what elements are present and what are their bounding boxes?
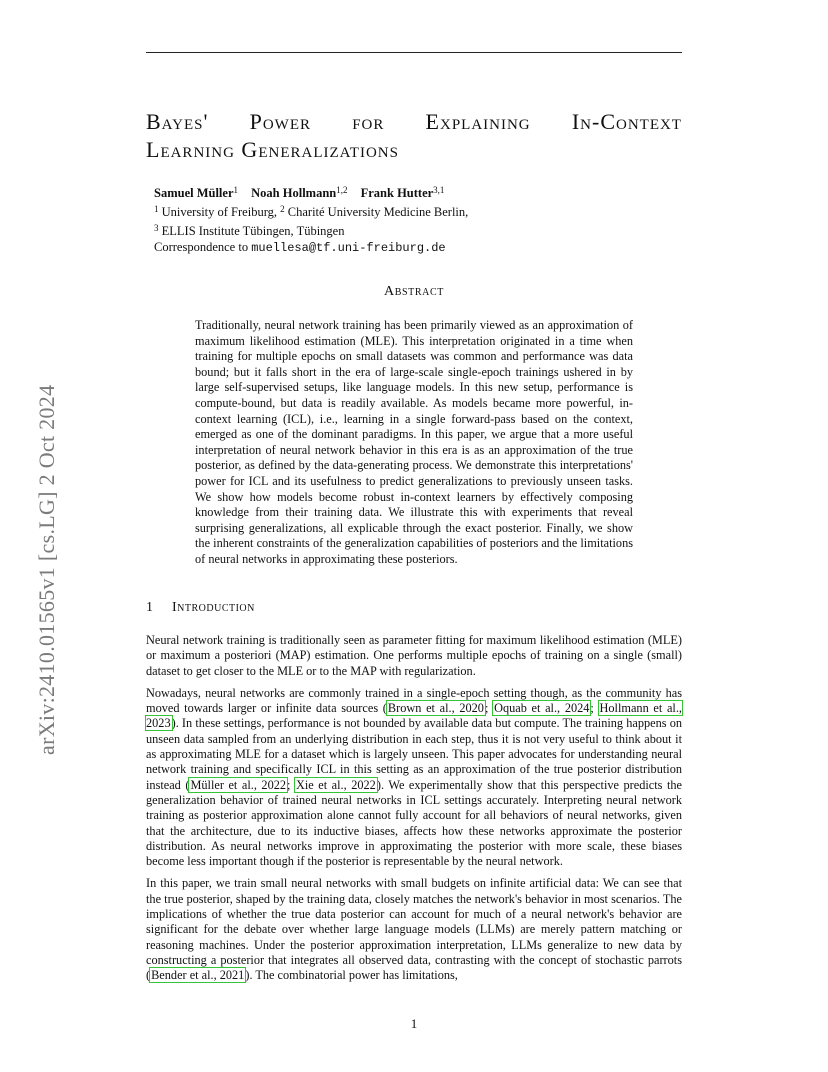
affiliation-line-2: $^3$ ELLIS Institute Tübingen, Tübingen <box>154 223 345 238</box>
author-name: Frank Hutter <box>360 186 434 200</box>
affiliation-line-1: $^1$ University of Freiburg, $^2$ Charité University Medicine Berlin, <box>154 204 469 219</box>
citation-link[interactable]: Bender et al., 2021 <box>151 968 245 983</box>
title-word: Power <box>249 109 312 134</box>
author-affil-sup: 1,2 <box>336 185 348 195</box>
title-word: Bayes' <box>146 109 209 134</box>
author-block <box>154 182 674 256</box>
abstract-heading: Abstract <box>384 284 444 299</box>
title-word: for <box>352 109 385 134</box>
citation-link[interactable]: Brown et al., 2020 <box>387 701 484 716</box>
author-name: Samuel Müller <box>154 186 234 200</box>
section-body <box>146 633 682 991</box>
paragraph: In this paper, we train small neural networks with small budgets on infinite artificial data: We can see that the true posterior, shaped by the training data, closely matches the network's behavior in most scenarios. The implications of whether the true data posterior can account for much of a neural network's behavior are significant for the debate over whether large language models (LLMs) are merely pattern matching or reasoning machines. Under the posterior approximation interpretation, LLMs generalize to new data by constructing a posterior that integrates all observed data, contrasting with the concept of stochastic parrots (Bender et al., 2021). The combinatorial power has limitations, <box>146 876 682 983</box>
section-number: 1 <box>146 600 154 615</box>
correspondence-email[interactable]: muellesa@tf.uni-freiburg.de <box>251 241 446 255</box>
author-affil-sup: 3,1 <box>433 185 445 195</box>
citation-link[interactable]: Xie et al., 2022 <box>295 777 376 792</box>
title-line-2: Learning Generalizations <box>146 137 399 162</box>
section-heading <box>146 600 255 616</box>
title-word: In-Context <box>571 109 682 134</box>
author-name: Noah Hollmann <box>251 186 337 200</box>
author-affil-sup: 1 <box>233 185 239 195</box>
author-names <box>154 182 674 201</box>
correspondence: Correspondence to muellesa@tf.uni-freiburg.de <box>154 240 446 255</box>
title-word: Explaining <box>425 109 531 134</box>
section-title: Introduction <box>172 600 255 615</box>
citation-link[interactable]: Hollmann et al., 2023 <box>146 701 682 731</box>
page-number: 1 <box>410 1016 418 1031</box>
paragraph: Nowadays, neural networks are commonly trained in a single-epoch setting though, as the community has moved towards larger or infinite data sources (Brown et al., 2020; Oquab et al., 2024; Hollmann et al., 2023). In these settings, performance is not bounded by available data but compute. The training happens on unseen data sampled from an underlying distribution in each step, thus it is not very useful to think about it as approximating MLE for a dataset which is largely unseen. This paper advocates for understanding neural network training and specifically ICL in this setting as an approximation of the true posterior distribution instead (Müller et al., 2022; Xie et al., 2022). We experimentally show that this perspective predicts the generalization behavior of trained neural networks in ICL settings accurately. Interpreting neural network training as posterior approximation alone cannot fully account for all behaviors of neural networks, given that the architecture, due to its inductive biases, affects how these networks approximate the posterior distribution. As neural networks improve in approximating the posterior with more scale, these biases become less important though if the posterior is representable by the neural network. <box>146 685 682 869</box>
paragraph: Neural network training is traditionally seen as parameter fitting for maximum likelihood estimation (MLE) or maximum a posteriori (MAP) estimation. One performs multiple epochs of training on a single (small) dataset to get closer to the MLE or to the MAP with regularization. <box>146 633 682 678</box>
paper-title <box>146 108 682 164</box>
arxiv-identifier: arXiv:2410.01565v1 [cs.LG] 2 Oct 2024 <box>34 384 59 755</box>
title-line-1 <box>146 108 682 136</box>
citation-link[interactable]: Müller et al., 2022 <box>190 777 287 792</box>
top-rule <box>146 52 682 53</box>
citation-link[interactable]: Oquab et al., 2024 <box>494 701 590 716</box>
abstract-text: Traditionally, neural network training has been primarily viewed as an approximation of maximum likelihood estimation (MLE). This interpretation originated in a time when training for multiple epochs on small datasets was common and performance was data bound; but it falls short in the era of large-scale single-epoch trainings ushered in by large self-supervised setups, like language models. In this new setup, performance is compute-bound, but data is readily available. As models became more powerful, in-context learning (ICL), i.e., learning in a single forward-pass based on the context, emerged as one of the dominant paradigms. In this paper, we argue that a more useful interpretation of neural network behavior in this era is as an approximation of the true posterior, as defined by the data-generating process. We demonstrate this interpretations' power for ICL and its usefulness to predict generalizations to previously unseen tasks. We show how models become robust in-context learners by effectively composing knowledge from their training data. We illustrate this with experiments that reveal surprising generalizations, all explicable through the exact posterior. Finally, we show the inherent constraints of the generalization capabilities of posteriors and the limitations of neural networks in approximating these posteriors. <box>195 318 633 566</box>
